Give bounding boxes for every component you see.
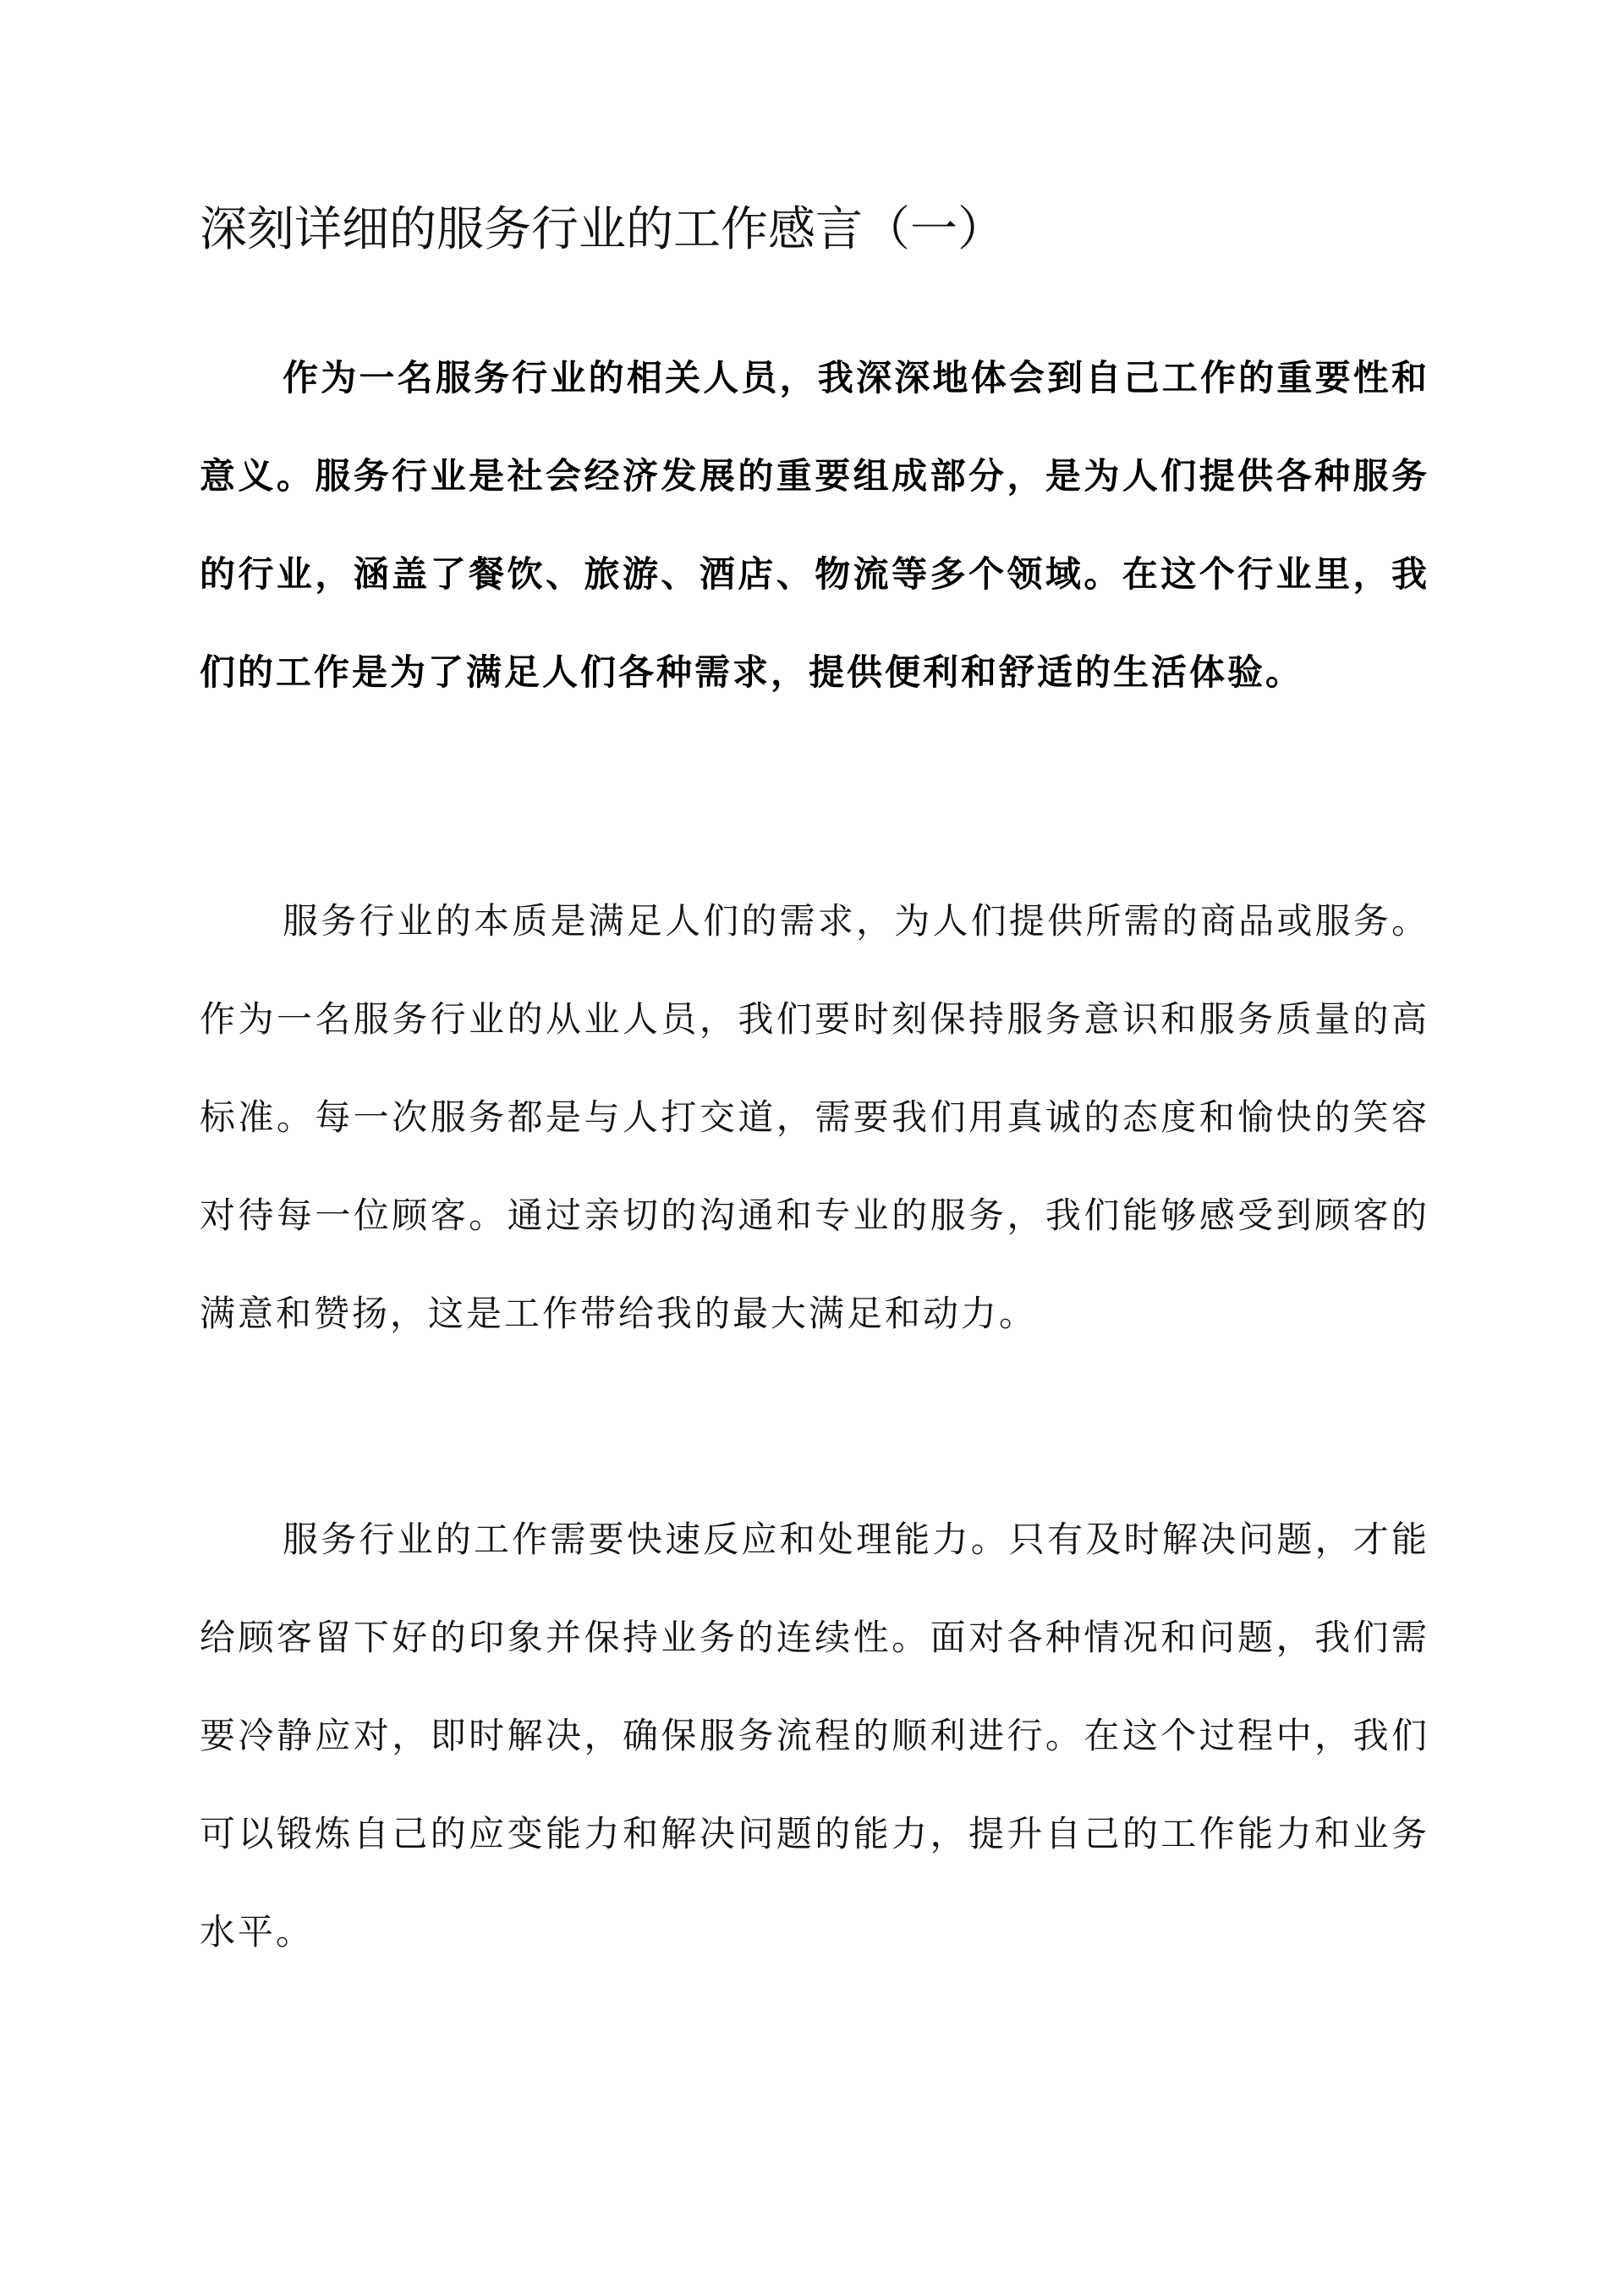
document-title: 深刻详细的服务行业的工作感言（一） xyxy=(200,202,1005,257)
paragraph-service-nature: 服务行业的本质是满足人们的需求，为人们提供所需的商品或服务。作为一名服务行业的从业人员，我们要时刻保持服务意识和服务质量的高标准。每一次服务都是与人打交道，需要我们用真诚的态度和愉快的笑容对待每一位顾客。通过亲切的沟通和专业的服务，我们能够感受到顾客的满意和赞扬，这是工作带给我的最大满足和动力。 xyxy=(200,900,1429,1334)
paragraph-quick-response: 服务行业的工作需要快速反应和处理能力。只有及时解决问题，才能给顾客留下好的印象并保持业务的连续性。面对各种情况和问题，我们需要冷静应对，即时解决，确保服务流程的顺利进行。在这个过程中，我们可以锻炼自己的应变能力和解决问题的能力，提升自己的工作能力和业务水平。 xyxy=(200,1519,1429,1953)
paragraph-intro: 作为一名服务行业的相关人员，我深深地体会到自己工作的重要性和意义。服务行业是社会经济发展的重要组成部分，是为人们提供各种服务的行业，涵盖了餐饮、旅游、酒店、物流等多个领域。在这个行业里，我们的工作是为了满足人们各种需求，提供便利和舒适的生活体验。 xyxy=(200,357,1429,693)
